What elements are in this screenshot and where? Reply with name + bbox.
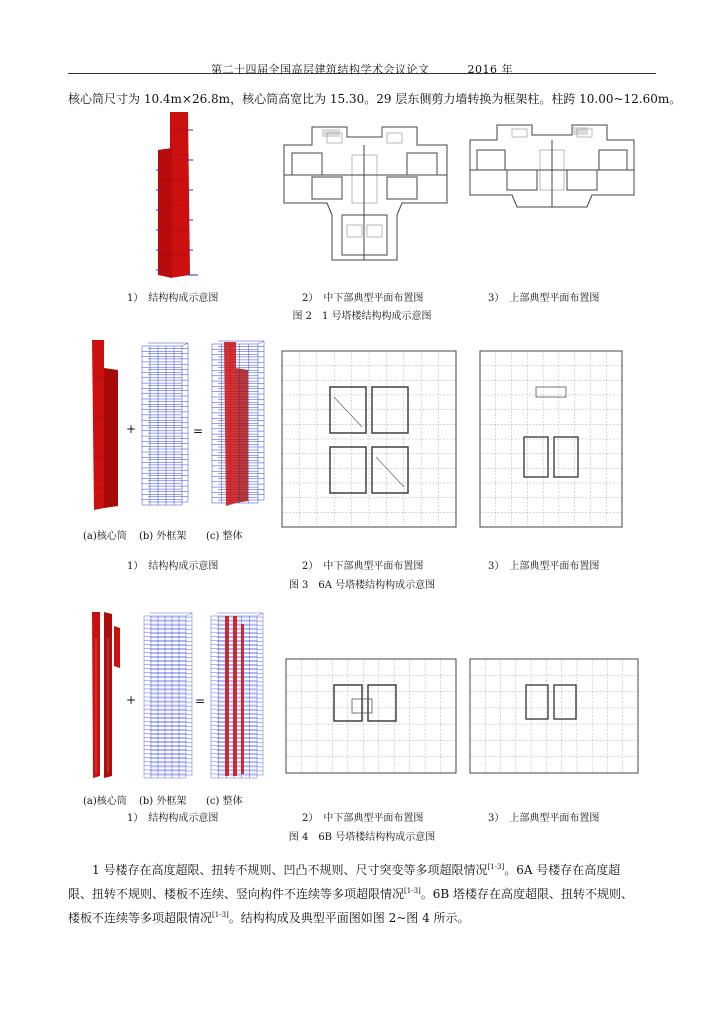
- fig2-sub2: 2） 中下部典型平面布置图: [302, 293, 424, 304]
- fig3-part-a: (a)核心筒: [83, 531, 127, 542]
- fig2-caption: 图 2 1 号塔楼结构构成示意图: [292, 311, 432, 322]
- fig2-sub1: 1） 结构构成示意图: [127, 293, 219, 304]
- fig4-equals-sign: =: [195, 694, 206, 708]
- fig3-part-b: (b) 外框架: [139, 531, 187, 542]
- fig3-core-tube: [84, 338, 130, 513]
- fig2-sub3: 3） 上部典型平面布置图: [488, 293, 600, 304]
- header-year: 2016 年: [467, 63, 513, 76]
- fig3-lower-floor-plan: [278, 347, 460, 532]
- conference-title: 第二十四届全国高层建筑结构学术会议论文: [211, 63, 430, 76]
- citation-ref: [1-3]: [212, 911, 229, 919]
- fig4-core-tube: [86, 608, 130, 784]
- fig4-part-a: (a)核心筒: [83, 796, 127, 807]
- fig2-tower-3d: [150, 110, 210, 280]
- fig2-lower-floor-plan: [272, 115, 457, 273]
- fig4-sub1: 1） 结构构成示意图: [127, 813, 219, 824]
- fig4-sub2: 2） 中下部典型平面布置图: [302, 813, 424, 824]
- fig3-plus-sign: +: [126, 422, 137, 436]
- running-header: [0, 61, 724, 77]
- citation-ref: [1-3]: [404, 887, 421, 895]
- fig3-part-c: (c) 整体: [206, 531, 243, 542]
- fig3-sub3: 3） 上部典型平面布置图: [488, 561, 600, 572]
- fig4-whole-structure: [205, 610, 269, 785]
- fig4-part-c: (c) 整体: [206, 796, 243, 807]
- intro-paragraph: 核心筒尺寸为 10.4m×26.8m，核心筒高宽比为 15.30。29 层东侧剪力墙转换为框架柱。柱跨 10.00~12.60m。: [68, 92, 682, 106]
- fig4-sub3: 3） 上部典型平面布置图: [488, 813, 600, 824]
- citation-ref: [1-3]: [487, 863, 505, 871]
- fig2-upper-floor-plan: [462, 115, 642, 215]
- header-rule: [68, 73, 656, 74]
- fig4-outer-frame: [140, 610, 196, 785]
- fig3-equals-sign: =: [193, 424, 204, 438]
- fig3-whole-structure: [202, 338, 270, 513]
- body-paragraph: [68, 857, 658, 929]
- body-line-2: 限、扭转不规则、楼板不连续、竖向构件不连续等多项超限情况[1-3]。6B 塔楼存在高度超限、扭转不规则、: [68, 887, 634, 901]
- fig3-sub1: 1） 结构构成示意图: [127, 561, 219, 572]
- fig4-upper-floor-plan: [466, 655, 642, 777]
- body-line-3: 楼板不连续等多项超限情况[1-3]。结构构成及典型平面图如图 2~图 4 所示。: [68, 911, 470, 925]
- fig3-outer-frame: [138, 340, 194, 512]
- fig4-part-b: (b) 外框架: [139, 796, 187, 807]
- body-line-1: 1 号楼存在高度超限、扭转不规则、凹凸不规则、尺寸突变等多项超限情况[1-3]。6A 号楼存在高度超: [92, 863, 621, 877]
- fig4-plus-sign: +: [126, 693, 137, 707]
- fig3-caption: 图 3 6A 号塔楼结构构成示意图: [288, 580, 436, 591]
- fig3-sub2: 2） 中下部典型平面布置图: [302, 561, 424, 572]
- fig4-lower-floor-plan: [282, 655, 460, 777]
- fig4-caption: 图 4 6B 号塔楼结构构成示意图: [288, 832, 436, 843]
- fig3-upper-floor-plan: [476, 347, 626, 532]
